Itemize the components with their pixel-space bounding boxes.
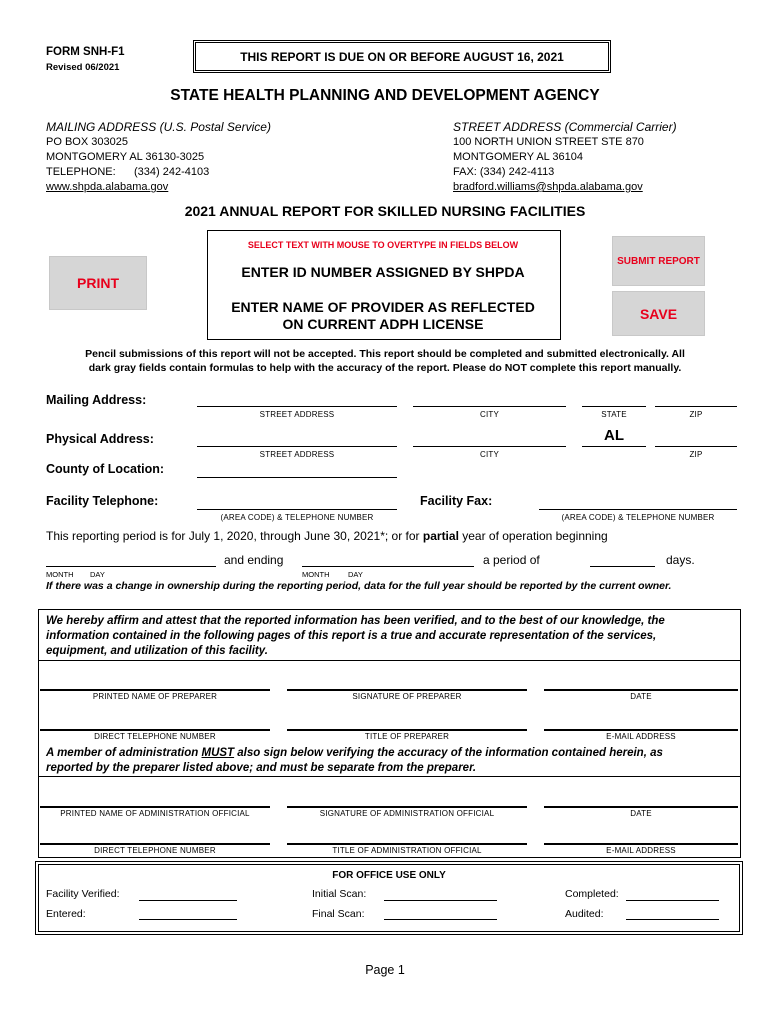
- preparer-signature-caption: SIGNATURE OF PREPARER: [352, 692, 462, 701]
- end-month-caption: MONTH: [302, 570, 330, 579]
- city-caption: CITY: [479, 410, 500, 419]
- preparer-date-field[interactable]: [544, 689, 738, 691]
- preparer-name-field[interactable]: [40, 689, 270, 691]
- provider-name-field[interactable]: [207, 299, 559, 333]
- page-number: Page 1: [365, 963, 405, 977]
- completed-label: Completed:: [565, 888, 619, 900]
- end-day-caption: DAY: [348, 570, 363, 579]
- days-text: days.: [666, 553, 695, 567]
- admin-date-field[interactable]: [544, 806, 738, 808]
- street-line: FAX: (334) 242-4113: [453, 166, 555, 178]
- form-revised: Revised 06/2021: [46, 62, 120, 73]
- provider-id-field[interactable]: ENTER ID NUMBER ASSIGNED BY SHPDA: [241, 264, 525, 280]
- street-line: 100 NORTH UNION STREET STE 870: [453, 136, 644, 148]
- street-line: MONTGOMERY AL 36104: [453, 151, 584, 163]
- final-scan-label: Final Scan:: [312, 908, 365, 920]
- physical-street-field[interactable]: [197, 446, 397, 447]
- preparer-phone-field[interactable]: [40, 729, 270, 731]
- admin-name-field[interactable]: [40, 806, 270, 808]
- begin-month-caption: MONTH: [46, 570, 74, 579]
- zip-caption: ZIP: [689, 450, 703, 459]
- physical-city-field[interactable]: [413, 446, 566, 447]
- admin-text-part: also sign below verifying the accuracy of the information contained herein, as: [234, 747, 663, 759]
- physical-address-label: Physical Address:: [46, 432, 154, 446]
- physical-state-value[interactable]: AL: [604, 427, 624, 444]
- preparer-phone-caption: DIRECT TELEPHONE NUMBER: [94, 732, 216, 741]
- mailing-street-field[interactable]: [197, 406, 397, 407]
- form-code: FORM SNH-F1: [46, 46, 125, 58]
- zip-caption: ZIP: [689, 410, 703, 419]
- note-line: Pencil submissions of this report will not be accepted. This report should be completed and submitted electronically. All: [85, 348, 685, 360]
- provider-name-line: ENTER NAME OF PROVIDER AS REFLECTED: [231, 299, 535, 315]
- mailing-city-field[interactable]: [413, 406, 566, 407]
- admin-phone-field[interactable]: [40, 843, 270, 845]
- period-text: This reporting period is for July 1, 2020, through June 30, 2021*; or for: [46, 529, 423, 543]
- state-caption: STATE: [601, 410, 627, 419]
- facility-verified-label: Facility Verified:: [46, 888, 120, 900]
- reporting-period-text: [46, 529, 608, 543]
- attestation-line: information contained in the following pages of this report is a true and accurate representation of the services,: [46, 630, 657, 642]
- period-end-field[interactable]: [302, 566, 474, 567]
- due-notice: THIS REPORT IS DUE ON OR BEFORE AUGUST 16, 2021: [240, 49, 564, 64]
- attestation-text: [46, 614, 665, 659]
- mailing-line: PO BOX 303025: [46, 136, 128, 148]
- email-link[interactable]: bradford.williams@shpda.alabama.gov: [453, 181, 643, 193]
- admin-name-caption: PRINTED NAME OF ADMINISTRATION OFFICIAL: [60, 809, 250, 818]
- preparer-title-caption: TITLE OF PREPARER: [364, 732, 450, 741]
- preparer-title-field[interactable]: [287, 729, 527, 731]
- admin-text: [46, 746, 663, 776]
- partial-text: partial: [422, 529, 459, 543]
- mailing-line: MONTGOMERY AL 36130-3025: [46, 151, 205, 163]
- attestation-line: We hereby affirm and attest that the reported information has been verified, and to the best of our knowledge, the: [46, 615, 665, 627]
- period-begin-field[interactable]: [46, 566, 216, 567]
- admin-text-part: A member of administration: [46, 747, 202, 759]
- telephone-field[interactable]: [197, 509, 397, 510]
- physical-zip-field[interactable]: [655, 446, 737, 447]
- admin-email-field[interactable]: [544, 843, 738, 845]
- instruction-note: [0, 347, 770, 375]
- mailing-heading: MAILING ADDRESS (U.S. Postal Service): [46, 120, 271, 134]
- office-use-title: FOR OFFICE USE ONLY: [332, 870, 446, 881]
- telephone-caption: (AREA CODE) & TELEPHONE NUMBER: [220, 513, 374, 522]
- fax-caption: (AREA CODE) & TELEPHONE NUMBER: [561, 513, 715, 522]
- divider: [38, 776, 740, 777]
- preparer-email-field[interactable]: [544, 729, 738, 731]
- select-text-instruction: SELECT TEXT WITH MOUSE TO OVERTYPE IN FIELDS BELOW: [247, 240, 519, 250]
- physical-state-field[interactable]: [582, 446, 646, 447]
- preparer-signature-field[interactable]: [287, 689, 527, 691]
- website-link[interactable]: www.shpda.alabama.gov: [46, 181, 169, 193]
- county-label: County of Location:: [46, 462, 165, 476]
- street-address-block: [453, 120, 677, 195]
- audited-label: Audited:: [565, 908, 604, 920]
- mailing-zip-field[interactable]: [655, 406, 737, 407]
- save-button[interactable]: SAVE: [612, 291, 705, 336]
- mailing-state-field[interactable]: [582, 406, 646, 407]
- admin-phone-caption: DIRECT TELEPHONE NUMBER: [94, 846, 216, 855]
- final-scan-field[interactable]: [384, 919, 497, 920]
- mailing-line: TELEPHONE: (334) 242-4103: [46, 166, 210, 178]
- street-heading: STREET ADDRESS (Commercial Carrier): [453, 120, 677, 134]
- divider: [38, 660, 740, 661]
- street-caption: STREET ADDRESS: [259, 410, 335, 419]
- preparer-date-caption: DATE: [630, 692, 652, 701]
- admin-title-caption: TITLE OF ADMINISTRATION OFFICIAL: [332, 846, 482, 855]
- facility-verified-field[interactable]: [139, 900, 237, 901]
- submit-report-button[interactable]: SUBMIT REPORT: [612, 236, 705, 286]
- admin-signature-caption: SIGNATURE OF ADMINISTRATION OFFICIAL: [319, 809, 495, 818]
- admin-email-caption: E-MAIL ADDRESS: [606, 846, 676, 855]
- period-days-field[interactable]: [590, 566, 655, 567]
- report-title: 2021 ANNUAL REPORT FOR SKILLED NURSING FACILITIES: [184, 203, 586, 219]
- note-line: dark gray fields contain formulas to help with the accuracy of the report. Please do NOT complete this report manually.: [88, 362, 682, 374]
- initial-scan-field[interactable]: [384, 900, 497, 901]
- audited-field[interactable]: [626, 919, 719, 920]
- telephone-label: Facility Telephone:: [46, 494, 159, 508]
- preparer-name-caption: PRINTED NAME OF PREPARER: [92, 692, 218, 701]
- print-button[interactable]: PRINT: [49, 256, 147, 310]
- due-notice-box: [193, 40, 611, 73]
- a-period-of-text: a period of: [483, 553, 540, 567]
- must-text: MUST: [201, 747, 235, 759]
- ownership-note: If there was a change in ownership during the reporting period, data for the full year should be reported by the current owner.: [46, 580, 672, 592]
- provider-name-line: ON CURRENT ADPH LICENSE: [282, 316, 484, 332]
- admin-signature-field[interactable]: [287, 806, 527, 808]
- admin-title-field[interactable]: [287, 843, 527, 845]
- completed-field[interactable]: [626, 900, 719, 901]
- initial-scan-label: Initial Scan:: [312, 888, 367, 900]
- entered-label: Entered:: [46, 908, 86, 920]
- admin-date-caption: DATE: [630, 809, 652, 818]
- county-field[interactable]: [197, 477, 397, 478]
- mailing-address-block: [46, 120, 271, 195]
- entered-field[interactable]: [139, 919, 237, 920]
- admin-text-line: reported by the preparer listed above; and must be separate from the preparer.: [46, 762, 477, 774]
- and-ending-text: and ending: [224, 553, 284, 567]
- period-text: year of operation beginning: [458, 529, 608, 543]
- attestation-line: equipment, and utilization of this facility.: [46, 645, 268, 657]
- preparer-email-caption: E-MAIL ADDRESS: [606, 732, 676, 741]
- street-caption: STREET ADDRESS: [259, 450, 335, 459]
- fax-field[interactable]: [539, 509, 737, 510]
- begin-day-caption: DAY: [90, 570, 105, 579]
- city-caption: CITY: [479, 450, 500, 459]
- mailing-address-label: Mailing Address:: [46, 393, 147, 407]
- fax-label: Facility Fax:: [420, 494, 493, 508]
- agency-name: STATE HEALTH PLANNING AND DEVELOPMENT AGENCY: [170, 87, 600, 104]
